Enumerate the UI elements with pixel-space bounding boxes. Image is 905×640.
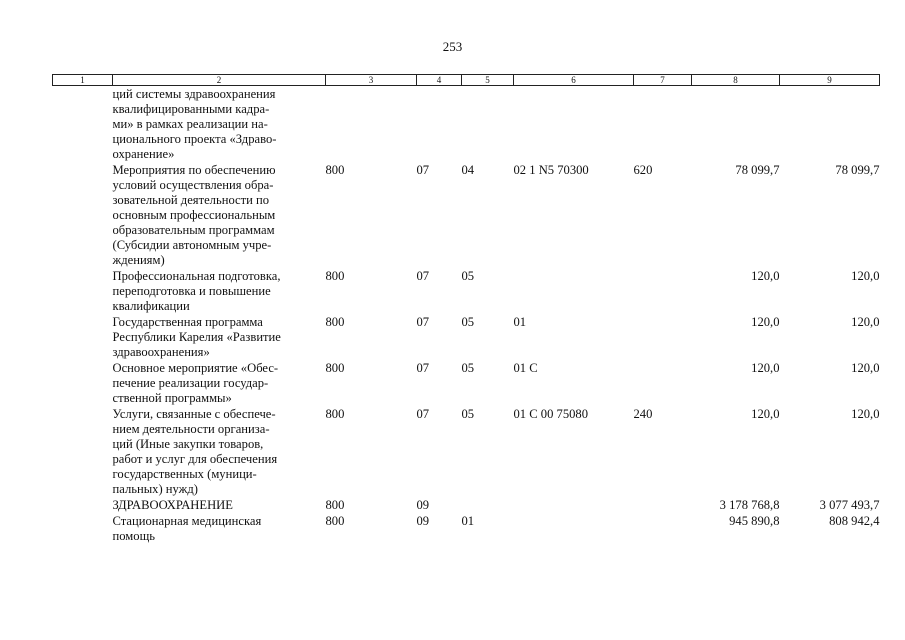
amount-year2-cell: 120,0 [851,407,880,421]
item-name-line: квалификации [112,299,190,313]
subsection-code-cell: 05 [461,361,475,375]
row-number-cell [53,268,113,314]
row-number-cell [53,360,113,406]
column-header-6: 6 [514,75,634,86]
amount-year1-cell [692,86,780,163]
section-code-cell: 07 [416,361,430,375]
item-name-line: ждениям) [112,253,165,267]
item-name-cell [113,360,326,406]
amount-year1-cell: 120,0 [751,361,780,375]
subsection-code-cell: 04 [461,163,475,177]
item-name-line: ций системы здравоохранения [112,87,276,101]
section-code-cell: 07 [416,315,430,329]
row-number-cell [53,513,113,544]
expense-type-cell [634,314,692,360]
target-article-cell [514,268,634,314]
item-name-line: ЗДРАВООХРАНЕНИЕ [112,498,233,512]
amount-year1-cell: 945 890,8 [729,514,780,528]
ministry-code-cell: 800 [325,163,345,177]
section-code-cell: 09 [416,514,430,528]
subsection-code-cell: 05 [461,315,475,329]
target-article-cell: 01 С [513,361,538,375]
row-number-cell [53,162,113,268]
expense-type-cell [634,497,692,513]
ministry-code-cell: 800 [325,269,345,283]
table-row [53,513,880,544]
item-name-line: помощь [112,529,156,543]
column-header-2: 2 [113,75,326,86]
item-name-line: пальных) нужд) [112,482,198,496]
item-name-line: зовательной деятельности по [112,193,270,207]
expense-type-cell [634,513,692,544]
item-name-line: охранение» [112,147,175,161]
item-name-line: квалифицированными кадра- [112,102,270,116]
budget-table [52,74,880,544]
amount-year2-cell: 78 099,7 [835,163,880,177]
section-code-cell: 07 [416,269,430,283]
amount-year2-cell: 808 942,4 [829,514,880,528]
table-body [53,86,880,545]
item-name-line: здравоохранения» [112,345,210,359]
item-name-line: печение реализации государ- [112,376,269,390]
table-row [53,406,880,497]
target-article-cell [514,513,634,544]
ministry-code-cell: 800 [325,407,345,421]
subsection-code-cell: 05 [461,269,475,283]
target-article-cell: 01 С 00 75080 [513,407,589,421]
item-name-line: Профессиональная подготовка, [112,269,281,283]
item-name-cell [113,497,326,513]
amount-year1-cell: 120,0 [751,407,780,421]
row-number-cell [53,314,113,360]
ministry-code-cell: 800 [325,315,345,329]
table-row [53,314,880,360]
table-row [53,497,880,513]
amount-year1-cell: 3 178 768,8 [719,498,780,512]
subsection-code-cell [462,86,514,163]
item-name-line: ми» в рамках реализации на- [112,117,268,131]
expense-type-cell [634,268,692,314]
item-name-line: Стационарная медицинская [112,514,262,528]
expense-type-cell: 620 [633,163,653,177]
item-name-line: Республики Карелия «Развитие [112,330,281,344]
section-code-cell [417,86,462,163]
target-article-cell: 02 1 N5 70300 [513,163,589,177]
column-header-5: 5 [462,75,514,86]
item-name-cell [113,268,326,314]
column-header-3: 3 [326,75,417,86]
section-code-cell: 09 [416,498,430,512]
column-number-row [53,75,880,86]
subsection-code-cell: 01 [461,514,475,528]
row-number-cell [53,497,113,513]
target-article-cell [514,86,634,163]
item-name-line: образовательным программам [112,223,275,237]
column-header-8: 8 [692,75,780,86]
amount-year2-cell: 120,0 [851,315,880,329]
amount-year1-cell: 78 099,7 [735,163,780,177]
item-name-cell [113,162,326,268]
item-name-line: нием деятельности организа- [112,422,270,436]
row-number-cell [53,86,113,163]
item-name-line: условий осуществления обра- [112,178,274,192]
item-name-line: Основное мероприятие «Обес- [112,361,279,375]
ministry-code-cell: 800 [325,498,345,512]
item-name-line: работ и услуг для обеспечения [112,452,278,466]
amount-year2-cell [780,86,880,163]
subsection-code-cell: 05 [461,407,475,421]
amount-year2-cell: 120,0 [851,269,880,283]
item-name-line: Услуги, связанные с обеспече- [112,407,276,421]
column-header-7: 7 [634,75,692,86]
table-row [53,268,880,314]
amount-year1-cell: 120,0 [751,269,780,283]
section-code-cell: 07 [416,407,430,421]
table-row [53,86,880,163]
item-name-cell [113,513,326,544]
table-row [53,162,880,268]
item-name-cell [113,86,326,163]
item-name-line: Мероприятия по обеспечению [112,163,276,177]
table-row [53,360,880,406]
expense-type-cell [634,360,692,406]
item-name-cell [113,406,326,497]
target-article-cell [514,497,634,513]
expense-type-cell [634,86,692,163]
column-header-4: 4 [417,75,462,86]
item-name-line: ственной программы» [112,391,232,405]
ministry-code-cell: 800 [325,361,345,375]
column-header-9: 9 [780,75,880,86]
target-article-cell: 01 [513,315,527,329]
column-header-1: 1 [53,75,113,86]
item-name-line: переподготовка и повышение [112,284,271,298]
amount-year2-cell: 120,0 [851,361,880,375]
item-name-line: (Субсидии автономным учре- [112,238,272,252]
item-name-cell [113,314,326,360]
item-name-line: государственных (муници- [112,467,257,481]
ministry-code-cell [326,86,417,163]
item-name-line: ций (Иные закупки товаров, [112,437,264,451]
subsection-code-cell [462,497,514,513]
amount-year2-cell: 3 077 493,7 [819,498,880,512]
page-number: 253 [442,39,463,54]
item-name-line: ционального проекта «Здраво- [112,132,277,146]
ministry-code-cell: 800 [325,514,345,528]
row-number-cell [53,406,113,497]
amount-year1-cell: 120,0 [751,315,780,329]
expense-type-cell: 240 [633,407,653,421]
item-name-line: основным профессиональным [112,208,276,222]
item-name-line: Государственная программа [112,315,263,329]
section-code-cell: 07 [416,163,430,177]
